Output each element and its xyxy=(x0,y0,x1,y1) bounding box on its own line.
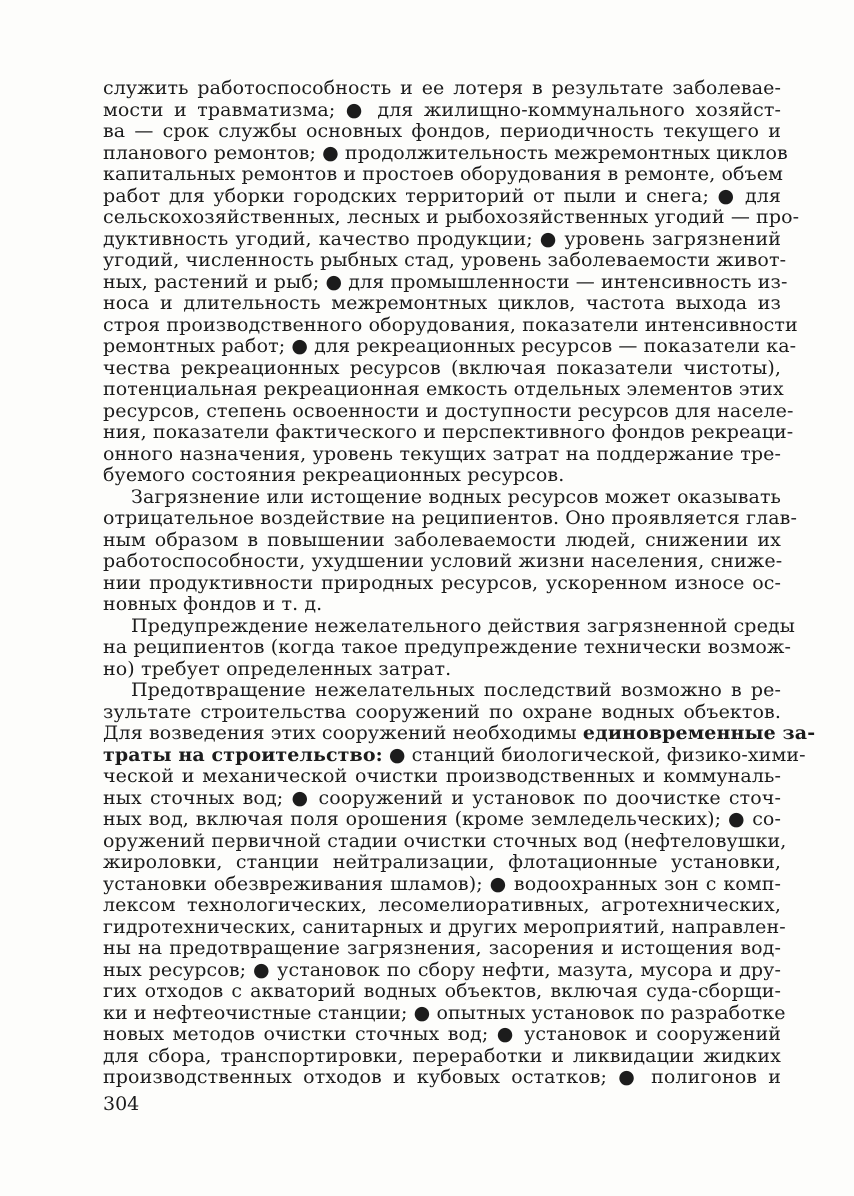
text-line: буемого состояния рекреационных ресурсов. xyxy=(103,464,565,486)
paragraph-prevention xyxy=(103,614,795,681)
text-line: установки обезвреживания шламов); ● водоохранных зон с комп- xyxy=(103,872,781,895)
text-line: ных сточных вод; ● сооружений и установок по доочистке сточ- xyxy=(103,786,781,809)
text-line: гих отходов с акваторий водных объектов, включая суда-сборщи- xyxy=(103,980,781,1002)
paragraph-construction-costs xyxy=(103,679,816,1089)
text-line: сельскохозяйственных, лесных и рыбохозяйственных угодий — про- xyxy=(103,206,800,228)
text-line: ных, растений и рыб; ● для промышленности — интенсивность из- xyxy=(103,270,788,293)
paragraph-pollution-effects xyxy=(103,485,797,616)
text-line: ния, показатели фактического и перспективного фондов рекреаци- xyxy=(103,421,794,443)
paragraph-continued xyxy=(103,77,800,487)
text-line: для сбора, транспортировки, переработки и ликвидации жидких xyxy=(103,1044,781,1067)
text-line: носа и длительность межремонтных циклов, частота выхода из xyxy=(103,292,781,314)
text-line: дуктивность угодий, качество продукции; ● уровень загрязнений xyxy=(103,227,781,250)
text-line: производственных отходов и кубовых остатков; ● полигонов и xyxy=(103,1066,781,1088)
text-line: нии продуктивности природных ресурсов, ускоренном износе ос- xyxy=(103,571,781,594)
text-line: зультате строительства сооружений по охране водных объектов. xyxy=(103,700,781,723)
text-line: потенциальная рекреационная емкость отдельных элементов этих xyxy=(103,378,784,400)
text-line: ных вод, включая поля орошения (кроме земледельческих); ● со- xyxy=(103,808,781,830)
text-line: служить работоспособность и ее лотеря в результате заболевае- xyxy=(103,77,781,99)
text-line: лексом технологических, лесомелиоративных, агротехнических, xyxy=(103,894,781,916)
text-line: онного назначения, уровень текущих затрат на поддержание тре- xyxy=(103,442,781,465)
text-line: новых методов очистки сточных вод; ● установок и сооружений xyxy=(103,1023,781,1045)
text-line: на реципиентов (когда такое предупреждение технически возмож- xyxy=(103,636,792,658)
text-line: работ для уборки городских территорий от пыли и снега; ● для xyxy=(103,184,781,207)
text-line: мости и травматизма; ● для жилищно-коммунального хозяйст- xyxy=(103,98,781,121)
text-fragment: Для возведения этих сооружений необходимы xyxy=(103,722,583,744)
text-line: отрицательное воздействие на реципиентов. Оно проявляется глав- xyxy=(103,507,797,529)
text-line: ва — срок службы основных фондов, периодичность текущего и xyxy=(103,120,781,142)
body-text xyxy=(103,77,816,1089)
text-line: Предотвращение нежелательных последствий возможно в ре- xyxy=(131,679,781,701)
text-line: ным образом в повышении заболеваемости людей, снижении их xyxy=(103,528,781,551)
text-line: Загрязнение или истощение водных ресурсов может оказывать xyxy=(131,485,781,508)
bold-term: траты на строительство: xyxy=(103,743,383,766)
bold-term: единовременные за- xyxy=(582,722,816,744)
text-line: ных ресурсов; ● установок по сбору нефти, мазута, мусора и дру- xyxy=(103,958,781,981)
text-line: угодий, численность рыбных стад, уровень заболеваемости живот- xyxy=(103,249,787,271)
text-line: Предупреждение нежелательного действия загрязненной среды xyxy=(131,614,795,637)
text-line: ческой и механической очистки производственных и коммуналь- xyxy=(103,765,781,787)
text-line: оружений первичной стадии очистки сточных вод (нефтеловушки, xyxy=(103,829,787,852)
text-line: но) требует определенных затрат. xyxy=(103,657,452,680)
text-line: капитальных ремонтов и простоев оборудования в ремонте, объем xyxy=(103,163,783,185)
text-line: ки и нефтеочистные станции; ● опытных установок по разработке xyxy=(103,1001,786,1024)
text-line: гидротехнических, санитарных и других мероприятий, направлен- xyxy=(103,915,786,938)
text-line: работоспособности, ухудшении условий жизни населения, сниже- xyxy=(103,550,783,572)
text-line: ресурсов, степень освоенности и доступности ресурсов для населе- xyxy=(103,399,794,422)
text-line: планового ремонтов; ● продолжительность межремонтных циклов xyxy=(103,141,788,164)
page-number: 304 xyxy=(103,1093,140,1115)
text-fragment: ● станций биологической, физико-хими- xyxy=(382,743,806,766)
text-line: ремонтных работ; ● для рекреационных ресурсов — показатели ка- xyxy=(103,335,797,357)
text-line: ны на предотвращение загрязнения, засорения и истощения вод- xyxy=(103,937,781,959)
text-line: строя производственного оборудования, показатели интенсивности xyxy=(103,313,798,336)
text-line: чества рекреационных ресурсов (включая показатели чистоты), xyxy=(103,356,781,379)
text-line xyxy=(103,743,806,767)
text-line: новных фондов и т. д. xyxy=(103,593,323,615)
text-line: жироловки, станции нейтрализации, флотационные установки, xyxy=(103,851,781,873)
text-line xyxy=(103,722,816,745)
